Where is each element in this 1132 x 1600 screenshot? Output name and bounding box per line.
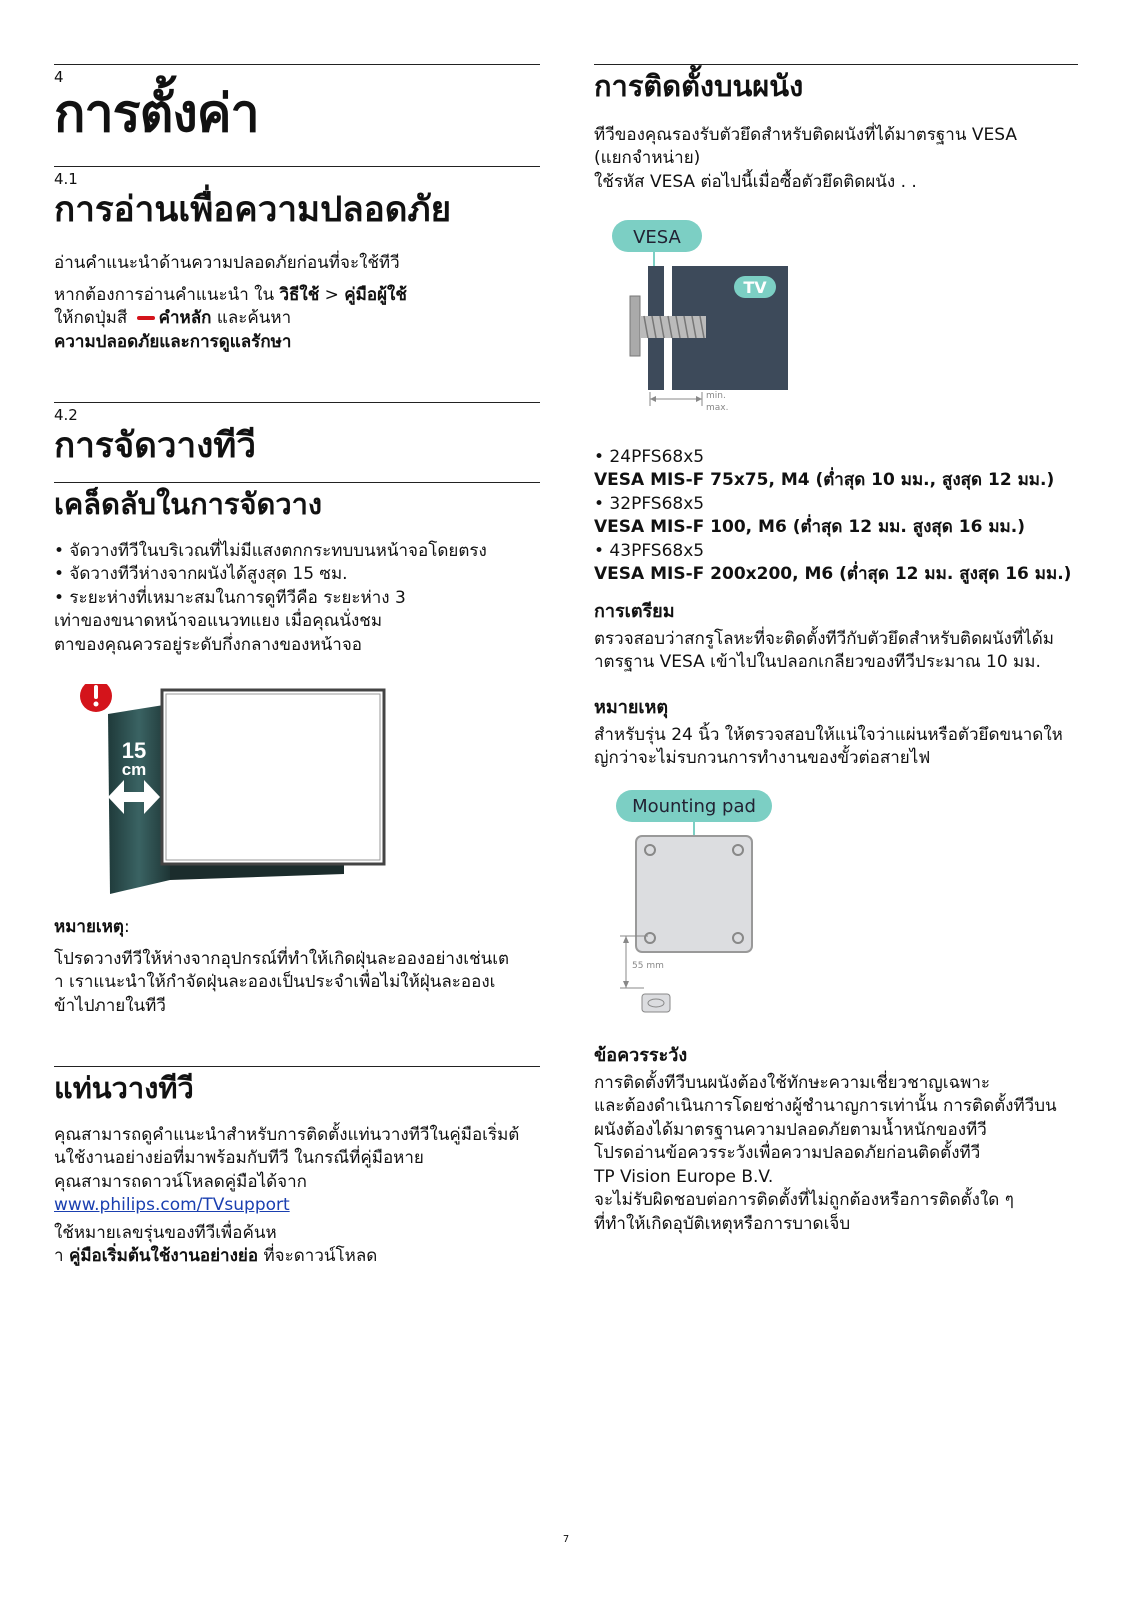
vesa-mount-illustration: [604, 216, 804, 416]
prep-line: าตรฐาน VESA เข้าไปในปลอกเกลียวของทีวีประมาณ 10 มม.: [594, 652, 1041, 673]
prep-line: ตรวจสอบว่าสกรูโลหะที่จะติดตั้งทีวีกับตัวยึดสำหรับติดผนังที่ได้ม: [594, 629, 1054, 649]
screw-icon: [640, 316, 706, 338]
tip-line: • จัดวางทีวีห่างจากผนังได้สูงสุด 15 ซม.: [54, 564, 348, 585]
section-rule-4-2: [54, 402, 540, 403]
section-title-placement: การจัดวางทีวี: [54, 426, 257, 466]
stand-title: แท่นวางทีวี: [54, 1071, 194, 1105]
wall-intro-line: ใช้รหัส VESA ต่อไปนี้เมื่อซื้อตัวยึดติดผนัง . .: [594, 171, 917, 192]
wall-rule: [594, 64, 1078, 65]
section-rule-4-1: [54, 166, 540, 167]
philips-support-link[interactable]: www.philips.com/TVsupport: [54, 1195, 290, 1216]
placement-note: [54, 948, 540, 1018]
prep-title: การเตรียม: [594, 601, 675, 622]
tips-title: เคล็ดลับในการจัดวาง: [54, 487, 323, 521]
wall-note: [594, 724, 1078, 771]
model-name: • 43PFS68x5: [594, 540, 705, 561]
stand-line: คุณสามารถดูคำแนะนำสำหรับการติดตั้งแท่นวางทีวีในคู่มือเริ่มต้: [54, 1125, 520, 1145]
stand-line: นใช้งานอย่างย่อที่มาพร้อมกับทีวี ในกรณีที่คู่มือหาย: [54, 1148, 424, 1169]
caution-line: จะไม่รับผิดชอบต่อการติดตั้งที่ไม่ถูกต้องหรือการติดตั้งใด ๆ: [594, 1190, 1014, 1211]
vesa-badge-label: VESA: [633, 227, 681, 248]
min-label: min.: [706, 391, 726, 401]
caution-line: ที่ทำให้เกิดอุบัติเหตุหรือการบาดเจ็บ: [594, 1213, 851, 1234]
stand-download-line: คุณสามารถดาวน์โหลดคู่มือได้จาก www.philips.com/TVsupport: [54, 1171, 307, 1216]
caution-line: และต้องดำเนินการโดยช่างผู้ชำนาญการเท่านั้น การติดตั้งทีวีบน: [594, 1096, 1057, 1117]
safety-intro: อ่านคำแนะนำด้านความปลอดภัยก่อนที่จะใช้ทีวี: [54, 253, 400, 273]
power-connector-icon: [642, 994, 670, 1012]
caution-line: การติดตั้งทีวีบนผนังต้องใช้ทักษะความเชี่ยวชาญเฉพาะ: [594, 1073, 991, 1093]
section-title-safety: การอ่านเพื่อความปลอดภัย: [54, 190, 452, 230]
section-number-4-1: 4.1: [54, 170, 78, 188]
chapter-number: 4: [54, 68, 64, 86]
note-line: ข้าไปภายในทีวี: [54, 995, 166, 1016]
wall-intro-line: ทีวีของคุณรองรับตัวยึดสำหรับติดผนังที่ได้มาตรฐาน VESA: [594, 125, 1017, 145]
tip-line: ตาของคุณควรอยู่ระดับกึ่งกลางของหน้าจอ: [54, 634, 363, 655]
pad-dimension-label: 55 mm: [632, 961, 664, 971]
wall-intro: [594, 124, 1078, 194]
wall-title: การติดตั้งบนผนัง: [594, 69, 804, 103]
model-spec: VESA MIS-F 200x200, M6 (ต่ำสุด 12 มม. สูงสุด 16 มม.): [594, 564, 1072, 585]
chapter-rule: [54, 64, 540, 65]
tip-line: เท่าของขนาดหน้าจอแนวทแยง เมื่อคุณนั่งชม: [54, 611, 383, 632]
tip-line: • จัดวางทีวีในบริเวณที่ไม่มีแสงตกกระทบบนหน้าจอโดยตรง: [54, 541, 487, 561]
mounting-pad-label: Mounting pad: [632, 796, 756, 817]
prep-text: [594, 628, 1078, 675]
distance-value-label: 15: [121, 738, 147, 763]
stand-line: ใช้หมายเลขรุ่นของทีวีเพื่อค้นห: [54, 1222, 277, 1243]
note-line: โปรดวางทีวีให้ห่างจากอุปกรณ์ที่ทำให้เกิดฝุ่นละอองอย่างเช่นเต: [54, 949, 510, 969]
caution-text: [594, 1072, 1078, 1236]
caution-line: โปรดอ่านข้อควรระวังเพื่อความปลอดภัยก่อนติดตั้งทีวี: [594, 1143, 981, 1164]
safety-instructions: หากต้องการอ่านคำแนะนำ ใน วิธีใช้ > คู่มือผู้ใช้ ให้กดปุ่มสี คำหลัก และค้นหา ความปลอดภัยและการดูแลรักษา: [54, 285, 407, 352]
model-spec: VESA MIS-F 75x75, M4 (ต่ำสุด 10 มม., สูงสุด 12 มม.): [594, 470, 1055, 491]
chapter-title: การตั้งค่า: [54, 84, 259, 144]
caution-line: ผนังต้องได้มาตรฐานความปลอดภัยตามน้ำหนักของทีวี: [594, 1119, 987, 1140]
subsection-rule-stand: [54, 1066, 540, 1067]
tv-screen: [166, 694, 380, 860]
stand-text: [54, 1124, 540, 1269]
mounting-pad-illustration: [608, 786, 808, 1026]
note-line: า เราแนะนำให้กำจัดฝุ่นละอองเป็นประจำเพื่อไม่ให้ฝุ่นละอองเ: [54, 972, 496, 993]
vesa-model-list: [594, 446, 1078, 587]
page-number: 7: [562, 1534, 570, 1545]
wall-note-line: ญ่กว่าจะไม่รบกวนการทำงานของขั้วต่อสายไฟ: [594, 748, 931, 769]
caution-line: TP Vision Europe B.V.: [594, 1166, 774, 1187]
caution-title: ข้อควรระวัง: [594, 1045, 688, 1066]
tv-badge-label: TV: [743, 278, 767, 297]
tip-line: • ระยะห่างที่เหมาะสมในการดูทีวีคือ ระยะห่าง 3: [54, 587, 406, 608]
distance-unit-label: cm: [121, 760, 147, 779]
section-number-4-2: 4.2: [54, 406, 78, 424]
stand-line: า คู่มือเริ่มต้นใช้งานอย่างย่อ ที่จะดาวน์โหลด: [54, 1246, 378, 1267]
wall-note-title: หมายเหตุ: [594, 697, 669, 718]
red-color-key-icon: [137, 316, 155, 320]
model-name: • 32PFS68x5: [594, 493, 705, 514]
placement-note-title: หมายเหตุ:: [54, 917, 130, 937]
wall-note-line: สำหรับรุ่น 24 นิ้ว ให้ตรวจสอบให้แน่ใจว่าแผ่นหรือตัวยึดขนาดให: [594, 725, 1063, 745]
model-spec: VESA MIS-F 100, M6 (ต่ำสุด 12 มม. สูงสุด 16 มม.): [594, 517, 1025, 538]
model-name: • 24PFS68x5: [594, 447, 705, 467]
tv-wall-distance-illustration: [74, 684, 394, 906]
subsection-rule-tips: [54, 482, 540, 483]
tips-list: [54, 540, 540, 657]
max-label: max.: [706, 403, 729, 413]
wall-intro-line: (แยกจำหน่าย): [594, 148, 701, 169]
